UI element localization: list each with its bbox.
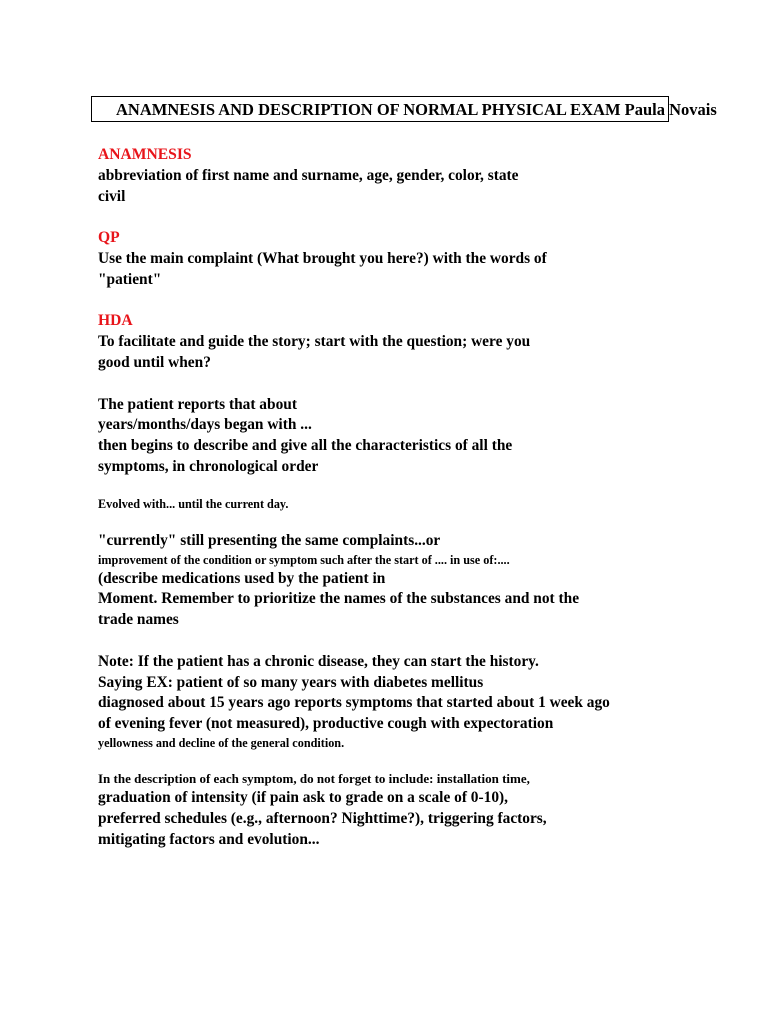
note-line-4: of evening fever (not measured), productive cough with expectoration xyxy=(98,715,554,733)
symptom-line-3: mitigating factors and evolution... xyxy=(98,830,320,848)
symptom-small-text: In the description of each symptom, do not forget to include: installation time, xyxy=(98,770,530,786)
hda-line-2: good until when? xyxy=(98,353,211,371)
note-line-3: diagnosed about 15 years ago reports symptoms that started about 1 week ago xyxy=(98,694,610,712)
heading-hda: HDA xyxy=(98,312,133,330)
qp-line-1: Use the main complaint (What brought you here?) with the words of xyxy=(98,249,547,267)
improvement-text: improvement of the condition or symptom such after the start of .... in use of:.... xyxy=(98,552,510,567)
report-line-4: symptoms, in chronological order xyxy=(98,457,319,475)
medication-line-1: (describe medications used by the patient in xyxy=(98,569,386,587)
note-line-2: Saying EX: patient of so many years with diabetes mellitus xyxy=(98,673,484,691)
heading-anamnesis: ANAMNESIS xyxy=(98,146,192,163)
note-small-text: yellowness and decline of the general condition. xyxy=(98,735,345,750)
document-title: ANAMNESIS AND DESCRIPTION OF NORMAL PHYSICAL EXAM Paula Novais xyxy=(116,100,717,119)
heading-qp: QP xyxy=(98,229,120,247)
anamnesis-line-1: abbreviation of first name and surname, age, gender, color, state xyxy=(98,166,519,184)
report-line-3: then begins to describe and give all the characteristics of all the xyxy=(98,437,513,455)
note-line-1: Note: If the patient has a chronic disease, they can start the history. xyxy=(98,652,539,670)
currently-text: "currently" still presenting the same complaints...or xyxy=(98,531,441,549)
qp-line-2: "patient" xyxy=(98,270,162,288)
report-line-1: The patient reports that about xyxy=(98,395,297,413)
document-body xyxy=(98,145,738,850)
symptom-line-1: graduation of intensity (if pain ask to grade on a scale of 0-10), xyxy=(98,788,508,806)
report-line-2: years/months/days began with ... xyxy=(98,416,312,434)
hda-line-1: To facilitate and guide the story; start with the question; were you xyxy=(98,333,531,351)
evolved-text: Evolved with... until the current day. xyxy=(98,496,289,511)
medication-line-3: trade names xyxy=(98,611,179,629)
anamnesis-line-2: civil xyxy=(98,187,126,205)
symptom-line-2: preferred schedules (e.g., afternoon? Nighttime?), triggering factors, xyxy=(98,809,547,827)
medication-line-2: Moment. Remember to prioritize the names of the substances and not the xyxy=(98,590,580,608)
